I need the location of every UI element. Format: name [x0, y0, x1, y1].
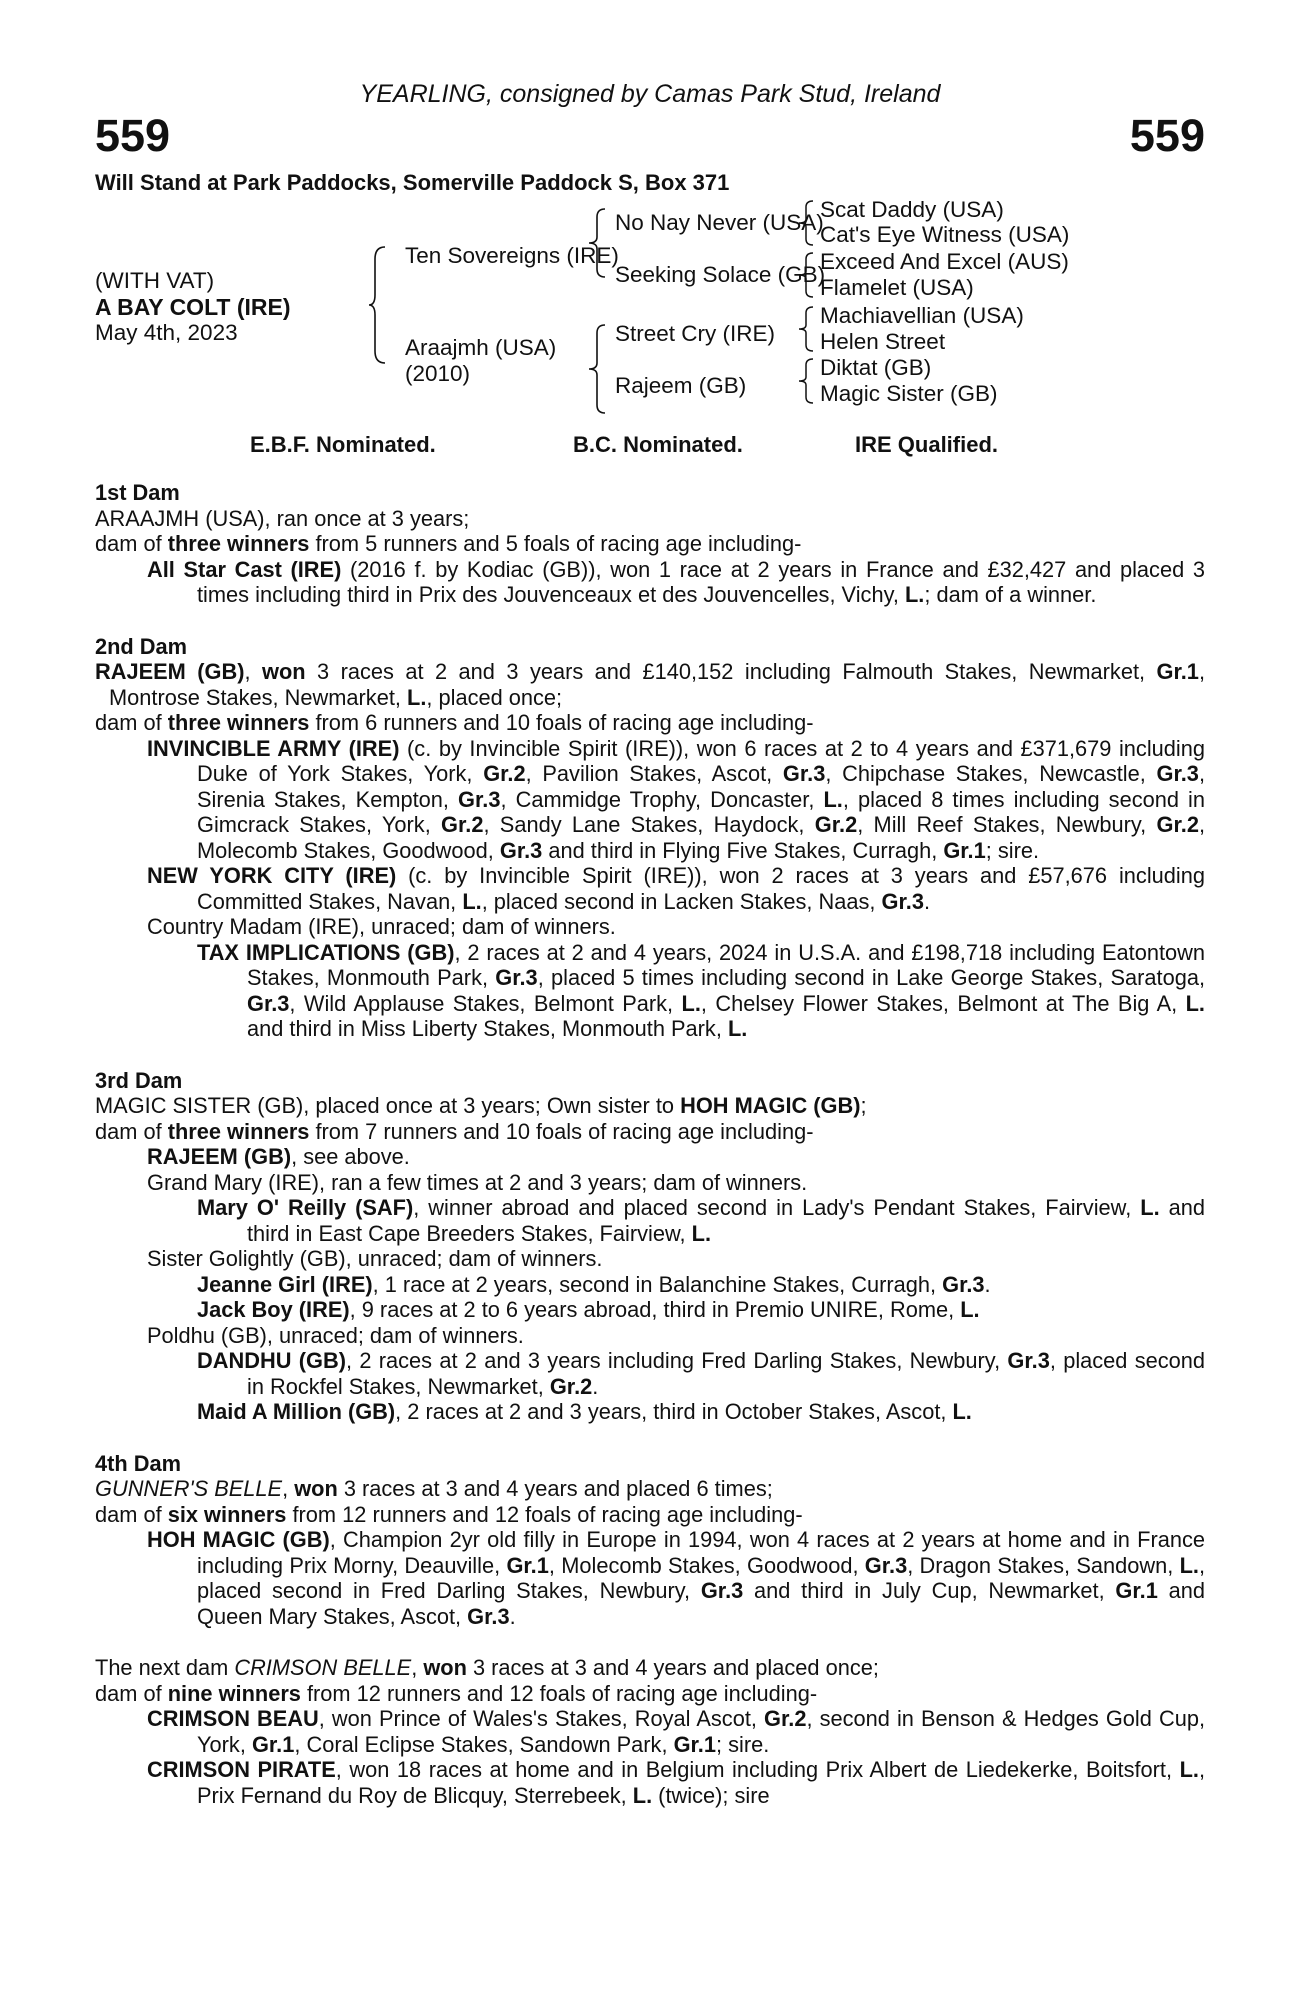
- dam-year: (2010): [405, 361, 471, 386]
- jeanne-girl-entry: Jeanne Girl (IRE), 1 race at 2 years, second in Balanchine Stakes, Curragh, Gr.3.: [197, 1271, 991, 1297]
- ggen-6: Helen Street: [820, 329, 946, 354]
- vat-note: (WITH VAT): [95, 268, 215, 293]
- ebf-nomination: E.B.F. Nominated.: [250, 432, 436, 457]
- lot-number-right: 559: [1129, 110, 1205, 161]
- dam-line-brace: [587, 323, 609, 415]
- sire-name: Ten Sovereigns (IRE): [405, 243, 619, 268]
- invincible-army-entry: INVINCIBLE ARMY (IRE) (c. by Invincible Spirit (IRE)), won 6 races at 2 to 4 years and £371,679 including Duke of York Stakes, York, Gr.2, Pavilion Stakes, Ascot, Gr.3, Chipchase Stakes, Newcastle, Gr.3, Sirenia Stakes, Kempton, Gr.3, Cammidge Trophy, Doncaster, L., placed 8 times including second in Gimcrack Stakes, York, Gr.2, Sandy Lane Stakes, Haydock, Gr.2, Mill Reef Stakes, Newbury, Gr.2, Molecomb Stakes, Goodwood, Gr.3 and third in Flying Five Stakes, Curragh, Gr.1; sire.: [147, 735, 1206, 863]
- ggen-4: Flamelet (USA): [820, 275, 974, 300]
- horse-name: A BAY COLT (IRE): [95, 294, 291, 320]
- first-dam-heading: 1st Dam: [95, 480, 180, 505]
- dam-sire: Street Cry (IRE): [615, 321, 776, 346]
- crimson-pirate-entry: CRIMSON PIRATE, won 18 races at home and in Belgium including Prix Albert de Liedekerke, Boitsfort, L., Prix Fernand du Roy de Blicquy, Sterrebeek, L. (twice); sire: [147, 1757, 1206, 1808]
- ggen-1: Scat Daddy (USA): [820, 197, 1004, 222]
- dam-name: Araajmh (USA): [405, 335, 557, 360]
- produce-record: [95, 480, 1205, 1808]
- lot-number-left: 559: [95, 110, 171, 161]
- sister-golightly-entry: Sister Golightly (GB), unraced; dam of winners.: [147, 1246, 603, 1271]
- sire-dam-brace: [367, 245, 389, 365]
- fourth-dam-summary: GUNNER'S BELLE, won 3 races at 3 and 4 years and placed 6 times;: [95, 1476, 773, 1501]
- ggen-8: Magic Sister (GB): [820, 381, 998, 406]
- jack-boy-entry: Jack Boy (IRE), 9 races at 2 to 6 years abroad, third in Premio UNIRE, Rome, L.: [197, 1297, 980, 1322]
- brace-ggen-2: [795, 251, 817, 301]
- second-dam-produce: dam of three winners from 6 runners and 10 foals of racing age including-: [95, 710, 814, 735]
- brace-ggen-3: [795, 305, 817, 355]
- fourth-dam-produce: dam of six winners from 12 runners and 12 foals of racing age including-: [95, 1501, 803, 1527]
- hoh-magic-entry: HOH MAGIC (GB), Champion 2yr old filly in Europe in 1994, won 4 races at 2 years at home and in France including Prix Morny, Deauville, Gr.1, Molecomb Stakes, Goodwood, Gr.3, Dragon Stakes, Sandown, L., placed second in Fred Darling Stakes, Newbury, Gr.3 and third in July Cup, Newmarket, Gr.1 and Queen Mary Stakes, Ascot, Gr.3.: [147, 1527, 1205, 1629]
- catalogue-page: [95, 0, 1205, 2000]
- next-dam-summary: The next dam CRIMSON BELLE, won 3 races at 3 and 4 years and placed once;: [95, 1655, 879, 1680]
- brace-ggen-4: [795, 357, 817, 407]
- dam-dam: Rajeem (GB): [615, 373, 747, 398]
- stabling-location: Will Stand at Park Paddocks, Somerville Paddock S, Box 371: [95, 170, 730, 195]
- third-dam-produce: dam of three winners from 7 runners and 10 foals of racing age including-: [95, 1118, 814, 1144]
- rajeem-entry: RAJEEM (GB), see above.: [147, 1144, 410, 1169]
- ggen-3: Exceed And Excel (AUS): [820, 249, 1069, 274]
- first-dam-produce: dam of three winners from 5 runners and 5 foals of racing age including-: [95, 531, 802, 556]
- consignment-line: YEARLING, consigned by Camas Park Stud, Ireland: [359, 80, 941, 108]
- mary-o-reilly-entry: Mary O' Reilly (SAF), winner abroad and placed second in Lady's Pendant Stakes, Fairview, L. and third in East Cape Breeders Stakes, Fairview, L.: [197, 1195, 1205, 1246]
- second-dam-heading: 2nd Dam: [95, 633, 188, 659]
- third-dam-heading: 3rd Dam: [95, 1067, 183, 1093]
- next-dam-produce: dam of nine winners from 12 runners and 12 foals of racing age including-: [95, 1680, 818, 1706]
- country-madam-entry: Country Madam (IRE), unraced; dam of winners.: [147, 914, 616, 939]
- second-dam-summary: RAJEEM (GB), won 3 races at 2 and 3 years and £140,152 including Falmouth Stakes, Newmarket, Gr.1, Montrose Stakes, Newmarket, L., placed once;: [95, 659, 1205, 710]
- section-gap: [95, 1629, 1205, 1655]
- sire-sire: No Nay Never (USA): [615, 210, 824, 235]
- ggen-7: Diktat (GB): [820, 355, 932, 380]
- ggen-5: Machiavellian (USA): [820, 303, 1024, 328]
- dandhu-entry: DANDHU (GB), 2 races at 2 and 3 years including Fred Darling Stakes, Newbury, Gr.3, placed second in Rockfel Stakes, Newmarket, Gr.2.: [197, 1348, 1206, 1399]
- grand-mary-entry: Grand Mary (IRE), ran a few times at 2 and 3 years; dam of winners.: [147, 1169, 808, 1195]
- fourth-dam-heading: 4th Dam: [95, 1450, 181, 1476]
- crimson-beau-entry: CRIMSON BEAU, won Prince of Wales's Stakes, Royal Ascot, Gr.2, second in Benson & Hedges Gold Cup, York, Gr.1, Coral Eclipse Stakes, Sandown Park, Gr.1; sire.: [147, 1706, 1205, 1757]
- ire-qualified: IRE Qualified.: [855, 432, 999, 457]
- foaling-date: May 4th, 2023: [95, 320, 238, 345]
- sire-line-brace: [587, 207, 609, 279]
- poldhu-entry: Poldhu (GB), unraced; dam of winners.: [147, 1322, 524, 1348]
- ggen-2: Cat's Eye Witness (USA): [820, 222, 1070, 247]
- maid-a-million-entry: Maid A Million (GB), 2 races at 2 and 3 years, third in October Stakes, Ascot, L.: [197, 1399, 972, 1424]
- brace-ggen-1: [795, 199, 817, 249]
- first-dam-summary: ARAAJMH (USA), ran once at 3 years;: [95, 505, 470, 531]
- new-york-city-entry: NEW YORK CITY (IRE) (c. by Invincible Spirit (IRE)), won 2 races at 3 years and £57,676 including Committed Stakes, Navan, L., placed second in Lacken Stakes, Naas, Gr.3.: [147, 863, 1205, 914]
- all-star-cast-entry: All Star Cast (IRE) (2016 f. by Kodiac (GB)), won 1 race at 2 years in France and £32,427 and placed 3 times including third in Prix des Jouvenceaux et des Jouvencelles, Vichy, L.; dam of a winner.: [147, 556, 1205, 607]
- tax-implications-entry: TAX IMPLICATIONS (GB), 2 races at 2 and 4 years, 2024 in U.S.A. and £198,718 including Eatontown Stakes, Monmouth Park, Gr.3, placed 5 times including second in Lake George Stakes, Saratoga, Gr.3, Wild Applause Stakes, Belmont Park, L., Chelsey Flower Stakes, Belmont at The Big A, L. and third in Miss Liberty Stakes, Monmouth Park, L.: [197, 939, 1206, 1041]
- pedigree-table: [95, 197, 1225, 425]
- bc-nomination: B.C. Nominated.: [573, 432, 743, 457]
- third-dam-summary: MAGIC SISTER (GB), placed once at 3 years; Own sister to HOH MAGIC (GB);: [95, 1093, 867, 1118]
- sire-dam: Seeking Solace (GB): [615, 262, 826, 287]
